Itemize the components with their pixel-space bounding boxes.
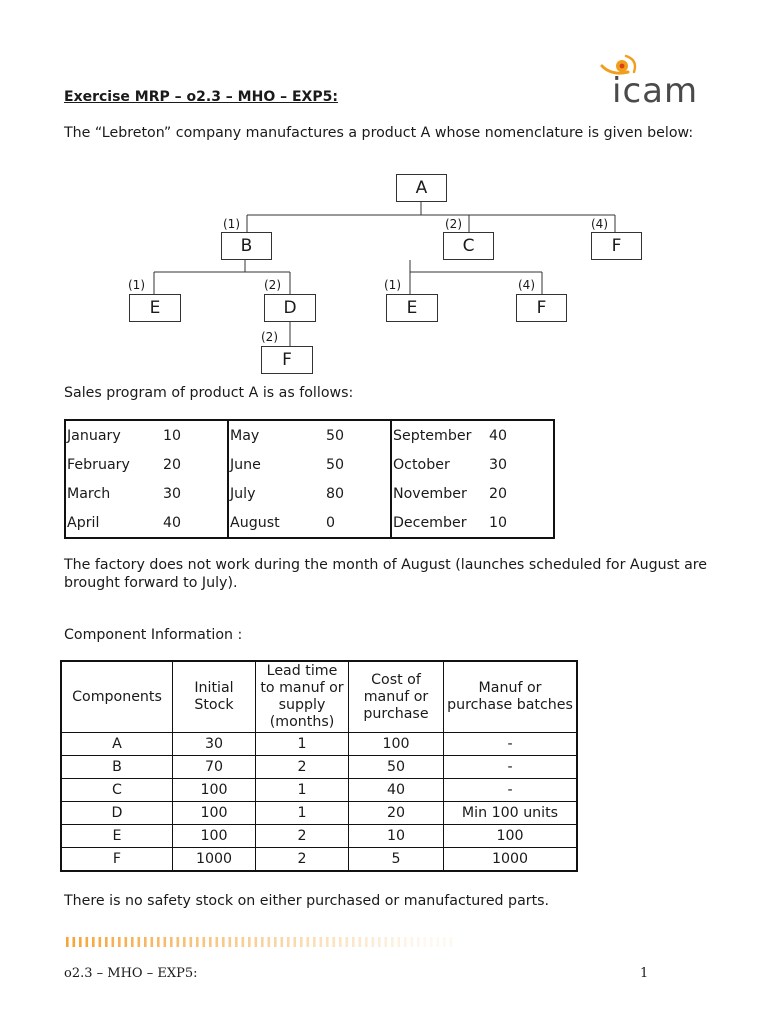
table-cell: Min 100 units (444, 802, 578, 825)
footer-dash (196, 937, 199, 947)
table-cell: 2 (256, 756, 349, 779)
tree-node-f-right: F (516, 294, 567, 322)
table-row (61, 825, 577, 848)
footer-dash (170, 937, 173, 947)
sales-month: December (393, 514, 467, 531)
footer-dash (255, 937, 258, 947)
table-cell: 5 (349, 848, 444, 872)
table-cell: B (61, 756, 173, 779)
sales-month: January (67, 427, 121, 444)
footer-reference: o2.3 – MHO – EXP5: (64, 966, 198, 981)
table-row (61, 779, 577, 802)
table-cell: 10 (349, 825, 444, 848)
sales-month: November (393, 485, 467, 502)
sales-month: June (230, 456, 261, 473)
sales-intro: Sales program of product A is as follows: (64, 385, 354, 401)
footer-dash (365, 937, 368, 947)
sales-month: July (230, 485, 256, 502)
sales-value: 20 (489, 485, 508, 502)
footer-dash (346, 937, 349, 947)
safety-stock-note: There is no safety stock on either purchased or manufactured parts. (64, 893, 550, 909)
table-row (65, 479, 554, 508)
sales-value: 10 (162, 420, 228, 450)
footer-dash-bar (66, 936, 456, 948)
footer-dash (235, 937, 238, 947)
footer-dash (404, 937, 407, 947)
footer-dash (118, 937, 121, 947)
table-cell: 100 (173, 802, 256, 825)
component-intro: Component Information : (64, 627, 243, 643)
sales-value: 80 (325, 479, 391, 508)
sales-value: 20 (162, 450, 228, 479)
table-cell: 100 (173, 779, 256, 802)
tree-qty-f-right: (4) (518, 278, 535, 292)
table-cell: - (444, 779, 578, 802)
august-note: The factory does not work during the month of August (launches scheduled for August are brought forward to July). (64, 557, 708, 591)
footer-dash (443, 937, 446, 947)
footer-dash (177, 937, 180, 947)
table-cell: F (61, 848, 173, 872)
table-row (61, 733, 577, 756)
tree-node-a: A (396, 174, 447, 202)
footer-dash (424, 937, 427, 947)
footer-dash (268, 937, 271, 947)
tree-node-d: D (264, 294, 316, 322)
table-row (65, 420, 554, 450)
icam-logo-text: icam (612, 71, 699, 111)
footer-dash (352, 937, 355, 947)
table-cell: E (61, 825, 173, 848)
footer-dash (242, 937, 245, 947)
table-cell: - (444, 756, 578, 779)
footer-dash (287, 937, 290, 947)
footer-dash (274, 937, 277, 947)
table-cell: C (61, 779, 173, 802)
component-table (60, 660, 578, 872)
table-cell: 1000 (173, 848, 256, 872)
footer-dash (248, 937, 251, 947)
footer-dash (229, 937, 232, 947)
table-cell: - (444, 733, 578, 756)
table-cell: 2 (256, 848, 349, 872)
table-cell: 30 (173, 733, 256, 756)
footer-dash (261, 937, 264, 947)
sales-month: October (393, 456, 450, 473)
sales-value: 10 (489, 514, 508, 531)
tree-qty-f-top: (4) (591, 217, 608, 231)
table-row (61, 756, 577, 779)
table-cell: A (61, 733, 173, 756)
footer-dash (437, 937, 440, 947)
page-number: 1 (640, 966, 649, 981)
footer-dash (105, 937, 108, 947)
footer-dash (92, 937, 95, 947)
footer-dash (164, 937, 167, 947)
table-cell: 1 (256, 779, 349, 802)
footer-dash (450, 937, 453, 947)
table-cell: 1 (256, 733, 349, 756)
footer-dash (183, 937, 186, 947)
footer-dash (131, 937, 134, 947)
table-cell: 100 (173, 825, 256, 848)
sales-value: 40 (489, 427, 508, 444)
table-cell: 50 (349, 756, 444, 779)
footer-dash (391, 937, 394, 947)
footer-dash (144, 937, 147, 947)
sales-month: September (393, 427, 472, 444)
footer-dash (86, 937, 89, 947)
table-header-row (61, 661, 577, 733)
tree-connectors (100, 168, 660, 380)
footer-dash (300, 937, 303, 947)
sales-month: April (67, 514, 100, 531)
footer-dash (151, 937, 154, 947)
table-cell: D (61, 802, 173, 825)
tree-node-f-top: F (591, 232, 642, 260)
footer-dash (79, 937, 82, 947)
footer-dash (411, 937, 414, 947)
footer-dash (209, 937, 212, 947)
table-cell: 1 (256, 802, 349, 825)
tree-qty-d: (2) (264, 278, 281, 292)
footer-dash (112, 937, 115, 947)
footer-dash (281, 937, 284, 947)
footer-dash (339, 937, 342, 947)
footer-dash (385, 937, 388, 947)
footer-dash (398, 937, 401, 947)
table-cell: 100 (349, 733, 444, 756)
footer-dash (66, 937, 69, 947)
sales-value: 40 (162, 508, 228, 538)
nomenclature-tree (100, 168, 660, 380)
column-header: Initial Stock (173, 661, 256, 733)
column-header: Cost of manuf or purchase (349, 661, 444, 733)
footer-dash (190, 937, 193, 947)
tree-qty-f-bottom: (2) (261, 330, 278, 344)
tree-qty-b: (1) (223, 217, 240, 231)
exercise-title: Exercise MRP – o2.3 – MHO – EXP5: (64, 89, 338, 105)
footer-dash (372, 937, 375, 947)
tree-node-c: C (443, 232, 494, 260)
footer-dash (313, 937, 316, 947)
sales-month: May (230, 427, 260, 444)
footer-dash (326, 937, 329, 947)
footer-dash (99, 937, 102, 947)
footer-dash (138, 937, 141, 947)
table-row (65, 450, 554, 479)
sales-value: 30 (162, 479, 228, 508)
footer-dash (222, 937, 225, 947)
footer-dash (216, 937, 219, 947)
tree-node-e-right: E (386, 294, 438, 322)
footer-dash (417, 937, 420, 947)
sales-value: 50 (325, 450, 391, 479)
footer-dash (294, 937, 297, 947)
column-header: Components (61, 661, 173, 733)
column-header: Lead time to manuf or supply (months) (256, 661, 349, 733)
table-row (65, 508, 554, 538)
footer-dash (203, 937, 206, 947)
tree-qty-e-right: (1) (384, 278, 401, 292)
footer-dash (320, 937, 323, 947)
sales-month: February (67, 456, 130, 473)
footer-dash (125, 937, 128, 947)
intro-paragraph: The “Lebreton” company manufactures a product A whose nomenclature is given below: (64, 125, 694, 141)
sales-value: 30 (489, 456, 508, 473)
column-header: Manuf or purchase batches (444, 661, 578, 733)
tree-node-f-bottom: F (261, 346, 313, 374)
table-cell: 1000 (444, 848, 578, 872)
tree-qty-c: (2) (445, 217, 462, 231)
tree-qty-e-left: (1) (128, 278, 145, 292)
table-cell: 40 (349, 779, 444, 802)
table-cell: 100 (444, 825, 578, 848)
footer-dash (307, 937, 310, 947)
table-cell: 70 (173, 756, 256, 779)
tree-node-e-left: E (129, 294, 181, 322)
footer-dash (359, 937, 362, 947)
sales-month: March (67, 485, 111, 502)
table-cell: 20 (349, 802, 444, 825)
table-row (61, 802, 577, 825)
tree-node-b: B (221, 232, 272, 260)
sales-month: August (230, 514, 280, 531)
sales-table (64, 419, 555, 539)
footer-dash (430, 937, 433, 947)
sales-value: 0 (325, 508, 391, 538)
footer-dash (157, 937, 160, 947)
footer-dash (333, 937, 336, 947)
sales-value: 50 (325, 420, 391, 450)
footer-dash (73, 937, 76, 947)
table-row (61, 848, 577, 872)
footer-dash (378, 937, 381, 947)
table-cell: 2 (256, 825, 349, 848)
